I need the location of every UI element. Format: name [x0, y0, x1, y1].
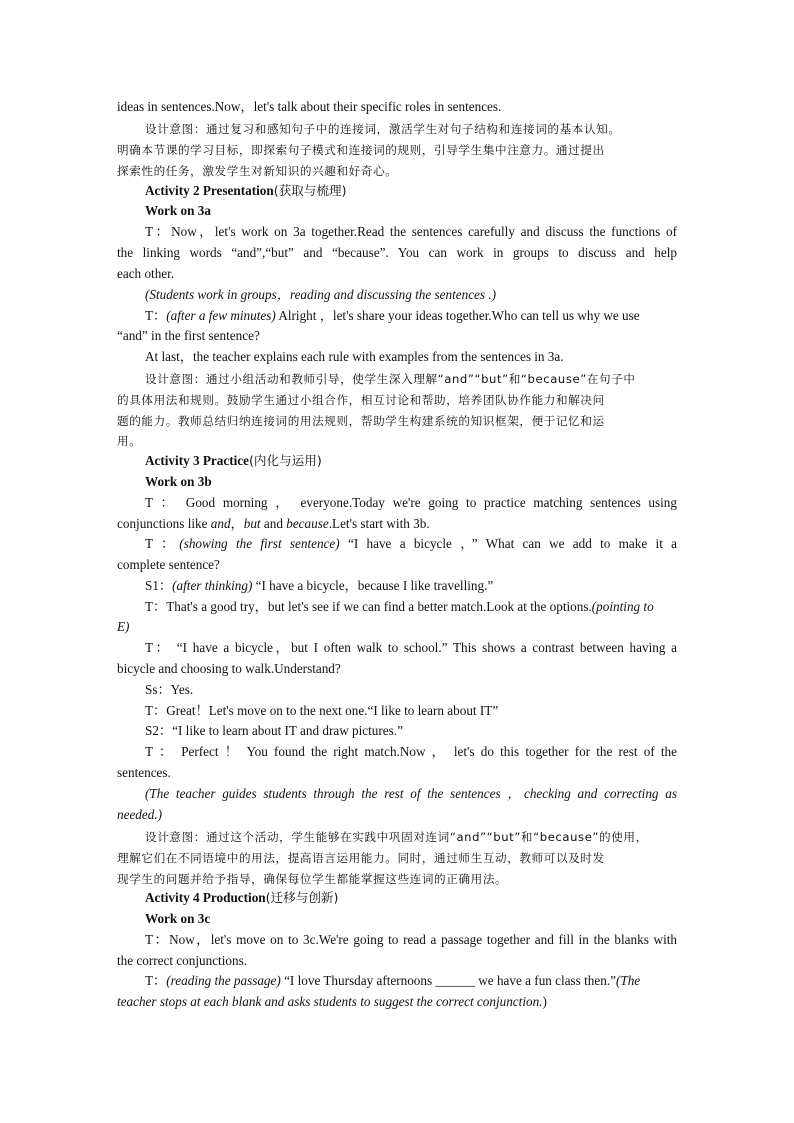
activity-3-t6-line-2: sentences. [117, 765, 171, 780]
activity-2-title-cn: (获取与梳理) [273, 183, 347, 198]
activity-3-t5: T：Great！Let's move on to the next one.“I like to learn about IT” [145, 703, 499, 718]
speaker-t: T： [145, 308, 167, 323]
design-intent-2-line-3: 题的能力。教师总结归纳连接词的用法规则，帮助学生构建系统的知识框架，便于记忆和运 [117, 414, 605, 428]
activity-3-title: Activity 3 Practice [145, 453, 249, 468]
activity-2-t1-line-2: the linking words “and”,“but” and “because”. You can work in groups to discuss and help [117, 245, 677, 260]
design-intent-3-line-1: 设计意图：通过这个活动，学生能够在实践中巩固对连词“and”“but”和“because”的使用， [145, 830, 648, 844]
design-intent-2-line-2: 的具体用法和规则。鼓励学生通过小组合作，相互讨论和帮助，培养团队协作能力和解决问 [117, 393, 605, 407]
activity-3-note-line-1: (The teacher guides students through the rest of the sentences ，checking and correcting as [145, 786, 677, 801]
activity-3-t6-line-1: T ： Perfect ！ You found the right match.Now ， let's do this together for the rest of the [145, 744, 677, 759]
design-intent-2-line-1: 设计意图：通过小组活动和教师引导，使学生深入理解“and”“but”和“because”在句子中 [145, 372, 636, 386]
activity-2-note: (Students work in groups，reading and discussing the sentences .) [145, 287, 497, 302]
stage-direction: (pointing to [591, 599, 654, 614]
conj-but: but [243, 516, 261, 531]
activity-3-note-line-2: needed.) [117, 807, 163, 822]
activity-3-s2: S2：“I like to learn about IT and draw pictures.” [145, 723, 403, 738]
activity-4-t1-line-1: T：Now，let's move on to 3c.We're going to read a passage together and fill in the blanks with [145, 932, 677, 947]
text-run: conjunctions like [117, 516, 211, 531]
activity-3-title-cn: (内化与运用) [248, 453, 322, 468]
activity-4-t2-line-1 [145, 971, 677, 991]
text-run: ， [230, 516, 244, 531]
speaker-t: T ： [145, 536, 180, 551]
activity-3-heading [145, 451, 677, 471]
activity-2-t3: At last，the teacher explains each rule with examples from the sentences in 3a. [145, 349, 564, 364]
conj-because: because [286, 516, 329, 531]
text-run: ) [542, 994, 547, 1009]
activity-2-title: Activity 2 Presentation [145, 183, 274, 198]
activity-3-t3-line-2: E) [117, 619, 130, 634]
design-intent-3-line-3: 现学生的问题并给予指导，确保每位学生都能掌握这些连词的正确用法。 [117, 872, 508, 886]
activity-3-t3-line-1 [145, 597, 677, 617]
speaker-t: T： [145, 973, 167, 988]
design-intent-1-line-1: 设计意图：通过复习和感知句子中的连接词，激活学生对句子结构和连接词的基本认知。 [145, 122, 621, 136]
activity-2-t1-line-1: T：Now，let's work on 3a together.Read the sentences carefully and discuss the functions of [145, 224, 677, 239]
stage-direction: (after thinking) [172, 578, 253, 593]
utterance: T：That's a good try，but let's see if we can find a better match.Look at the options. [145, 599, 592, 614]
stage-direction: (showing the first sentence) [179, 536, 340, 551]
activity-4-t1-line-2: the correct conjunctions. [117, 953, 247, 968]
stage-direction: (reading the passage) [166, 973, 281, 988]
intro-line: ideas in sentences.Now，let's talk about their specific roles in sentences. [117, 99, 502, 114]
speaker-s1: S1： [145, 578, 173, 593]
activity-3-work: Work on 3b [145, 474, 212, 489]
utterance: “I love Thursday afternoons ______ we have a fun class then.” [280, 973, 616, 988]
activity-2-t2-line-1 [145, 306, 677, 326]
activity-3-t1-line-2 [117, 514, 677, 534]
activity-4-work: Work on 3c [145, 911, 211, 926]
activity-4-heading [145, 888, 677, 908]
text-run: .Let's start with 3b. [328, 516, 430, 531]
conj-and: and [210, 516, 231, 531]
activity-2-work: Work on 3a [145, 203, 211, 218]
activity-3-t2-line-2: complete sentence? [117, 557, 220, 572]
activity-4-title-cn: (迁移与创新) [265, 890, 339, 905]
stage-direction: teacher stops at each blank and asks students to suggest the correct conjunction. [117, 994, 543, 1009]
activity-4-t2-line-2 [117, 992, 677, 1012]
design-intent-3-line-2: 理解它们在不同语境中的用法，提高语言运用能力。同时，通过师生互动，教师可以及时发 [117, 851, 605, 865]
activity-4-title: Activity 4 Production [145, 890, 266, 905]
utterance: “I have a bicycle ，” What can we add to make it a [339, 536, 677, 551]
activity-2-t2-line-2: “and” in the first sentence? [117, 328, 260, 343]
activity-3-ss: Ss：Yes. [145, 682, 194, 697]
design-intent-1-line-2: 明确本节课的学习目标，即探索句子模式和连接词的规则，引导学生集中注意力。通过提出 [117, 143, 605, 157]
activity-3-t2-line-1 [145, 534, 677, 554]
text-run: and [260, 516, 287, 531]
design-intent-2-line-4: 用。 [117, 434, 142, 448]
activity-2-heading [145, 181, 677, 201]
activity-3-t4-line-2: bicycle and choosing to walk.Understand? [117, 661, 341, 676]
activity-3-t1-line-1: T ： Good morning ， everyone.Today we're going to practice matching sentences using [145, 495, 677, 510]
stage-direction: (after a few minutes) [166, 308, 276, 323]
activity-3-s1 [145, 576, 677, 596]
activity-2-t1-line-3: each other. [117, 266, 175, 281]
utterance: “I have a bicycle，because I like travelling.” [252, 578, 494, 593]
design-intent-1-line-3: 探索性的任务，激发学生对新知识的兴趣和好奇心。 [117, 164, 398, 178]
utterance: Alright ，let's share your ideas together.Who can tell us why we use [275, 308, 640, 323]
activity-3-t4-line-1: T： “I have a bicycle，but I often walk to school.” This shows a contrast between having a [145, 640, 677, 655]
stage-direction: (The [615, 973, 641, 988]
